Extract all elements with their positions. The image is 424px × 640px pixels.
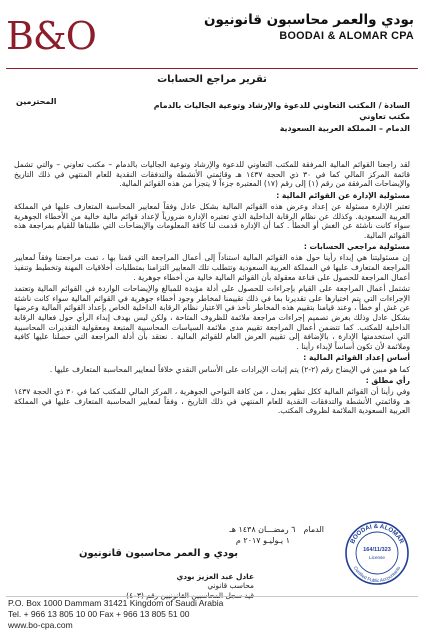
signatory-role: محاسب قانوني	[207, 581, 254, 591]
section-heading: أساس إعداد القوائم المالية :	[303, 353, 410, 363]
signatory-name: عادل عبد العزيز بودي	[176, 572, 254, 581]
date-hijri: ٦ رمضـــان ١٤٣٨ هـ	[229, 525, 296, 534]
stamp-top-text: BOODAI & ALOMAR	[349, 522, 405, 545]
date-city: الدمام	[303, 525, 324, 534]
svg-text:BOODAI & ALOMAR	[349, 523, 405, 545]
firm-name	[204, 12, 414, 42]
paragraph: كما هو مبين في الإيضاح رقم (٢-٢) يتم إثبات الإيرادات على الأساس النقدي خلافاً لمعايير المحاسبة المتعارف عليها .	[49, 364, 410, 374]
footer	[8, 598, 223, 631]
section-heading: مسئولية مراجعي الحسابات :	[303, 242, 410, 252]
footer-divider	[6, 596, 418, 597]
addressee-line: مكتب تعاوني	[359, 112, 410, 122]
stamp-license-label: License	[369, 555, 385, 560]
paragraph: تشتمل أعمال المراجعة على القيام بإجراءات للحصول على أدلة مؤيدة للمبالغ والإيضاحات الواردة في القوائم المالية وتعتمد الإجراءات التي يتم اختيارها على تقديرنا بما في ذلك تقييمنا لمخاطر وجود أخطاء جوهرية في القوائم المالية سواء كانت ناشئة عن غش أو خطأ ، وعند قيامنا بتقييم هذه المخاطر نأخذ في الاعتبار نظام الرقابة الداخلية الخاص بإعداد القوائم المالية وعرضها بشكل عادل وذلك بغرض تصميم إجراءات مراجعة ملائمة للظروف المتاحة ، ولكن ليس بهدف إبداء الرأي حول فعالية الرقابة الداخلية للمكتب. كما تتضمن أعمال المراجعة تقييم مدى ملائمة السياسات المحاسبية المتبعة ومعقولية التقديرات المحاسبية التي استخدمتها الإدارة ، بالإضافة إلى تقييم العرض العام للقوائم المالية . نعتقد بأن أدلة المراجعة التي حصلنا عليها كافية وملائمة لأن تكون أساساً لإبداء رأينا .	[14, 283, 410, 352]
paragraph: وفي رأينا أن القوائم المالية ككل تظهر بعدل ، من كافة النواحي الجوهرية ، المركز المالي للمكتب كما في ٣٠ ذي الحجة ١٤٣٧ هـ وقائمتي الأنشطة والتدفقات النقدية للعام المنتهي في ذلك التاريخ ، وفقاً لمعايير المحاسبة المتعارف عليها في المملكة العربية السعودية الملائمة لظروف المكتب.	[14, 386, 410, 416]
footer-address: P.O. Box 1000 Dammam 31421 Kingdom of Saudi Arabia	[8, 598, 224, 608]
intro-paragraph: لقد راجعنا القوائم المالية المرفقة للمكتب التعاوني للدعوة والإرشاد وتوعية الجاليات بالدمام – مكتب تعاوني – والتي تشمل قائمة المركز المالي كما في ٣٠ ذي الحجة ١٤٣٧ هـ وقائمتي الأنشطة والتدفقات النقدية للعام المنتهي في ذلك التاريخ والإيضاحات المرفقة من رقم (١) إلى رقم (١٧) المعتبرة جزءاً لا يتجزأ من هذه القوائم المالية.	[14, 160, 411, 189]
stamp-bottom-text: Certified Public Accountants	[352, 565, 402, 584]
firm-name-english: BOODAI & ALOMAR CPA	[279, 30, 414, 42]
footer-phones: Tel. + 966 13 805 10 00 Fax + 966 13 805 51 00	[8, 609, 190, 619]
addressee-line: السادة / المكتب التعاوني للدعوة والإرشاد وتوعية الجاليات بالدمام	[153, 101, 410, 110]
addressee-line: الدمام – المملكة العربية السعودية	[279, 123, 410, 133]
stamp-license-number: 164/11/323	[363, 547, 391, 553]
logo-text: B&O	[6, 14, 96, 58]
section-heading: مسئولية الإدارة عن القوائم المالية :	[276, 190, 410, 200]
addressee-block	[14, 100, 410, 134]
report-title: تقرير مراجع الحسابات	[157, 74, 267, 85]
report-date	[229, 524, 324, 546]
footer-website: www.bo-cpa.com	[8, 620, 73, 630]
firm-logo	[6, 14, 126, 58]
firm-stamp	[344, 520, 410, 586]
header-divider	[6, 68, 418, 69]
firm-name-arabic: بودي والعمر محاسبون قانونيون	[203, 12, 414, 28]
paragraph: تعتبر الإدارة مسئولة عن إعداد وعرض هذه القوائم المالية بشكل عادل وفقاً لمعايير المحاسبة المتعارف عليها في المملكة العربية السعودية. وكذلك عن نظام الرقابة الداخلية الذي تعتبره الإدارة ضرورياً لإعداد قوائم مالية خالية من الأخطاء الجوهرية سواء كانت ناشئة عن الغش أو الخطأ . كما أن الإدارة قدمت لنا كافة المعلومات والإيضاحات التي طلبناها للقيام بمراجعة هذه القوائم المالية.	[14, 201, 410, 240]
paragraph: إن مسئوليتنا هي إبداء رأينا حول هذه القوائم المالية استناداً إلى أعمال المراجعة التي قمنا بها ، تمت مراجعتنا وفقاً لمعايير المراجعة المتعارف عليها في المملكة العربية السعودية وتتطلب تلك المعايير التزامنا بمتطلبات أخلاقيات المهنة وتخطيط وتنفيذ أعمال المراجعة للحصول على قناعة معقولة بأن القوائم المالية خالية من أخطاء جوهرية .	[14, 253, 410, 282]
signature-firm-name: بودي و العمر محاسبون قانونيون	[78, 548, 238, 559]
honorific: المحترمين	[16, 97, 57, 106]
section-heading: رأي مطلق :	[365, 375, 410, 385]
date-gregorian: ١ يـوليـو ٢٠١٧ م	[235, 536, 290, 545]
report-body	[14, 160, 410, 418]
